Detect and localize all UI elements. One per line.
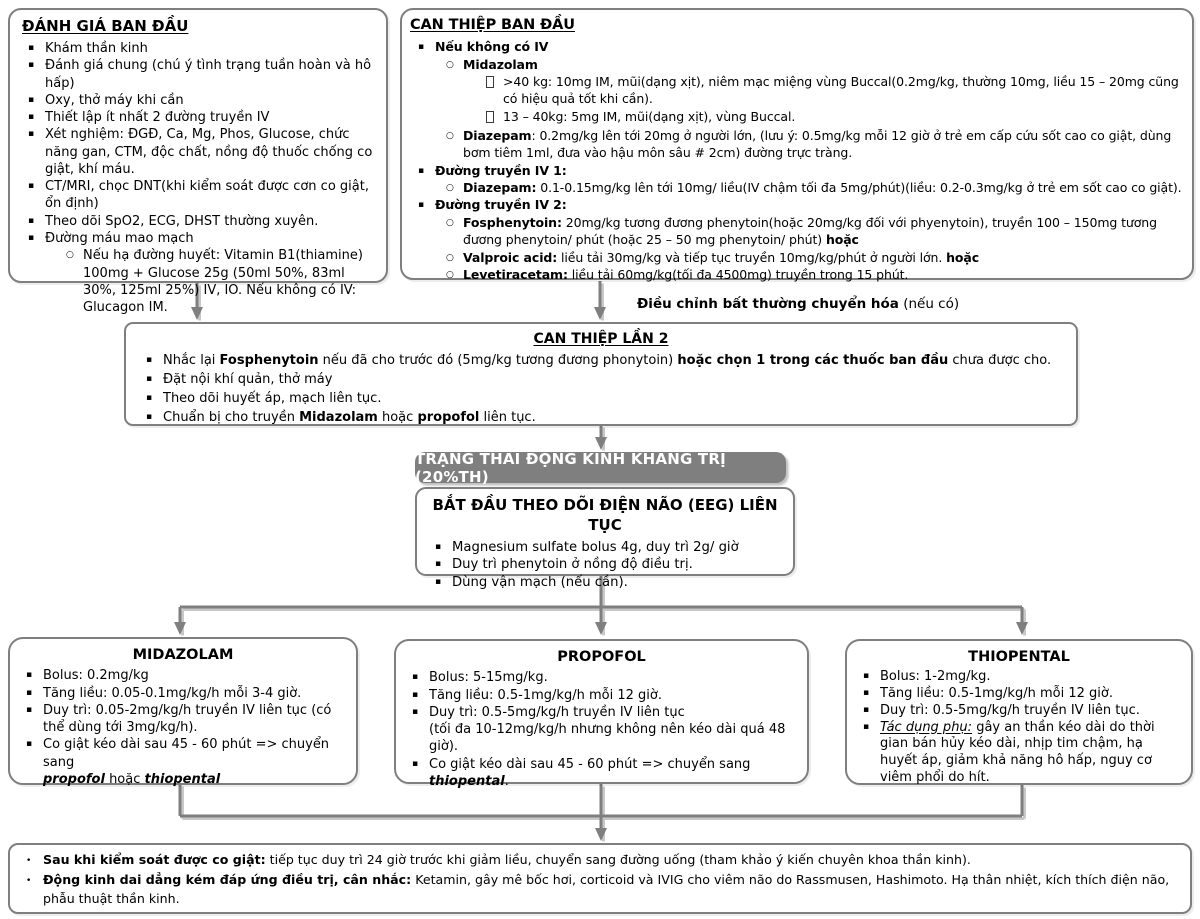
refractory-status-banner-title: TRẠNG THÁI ĐỘNG KINH KHÁNG TRỊ (20%TH) [415, 449, 726, 486]
list-item: ▪ Xét nghiệm: ĐGĐ, Ca, Mg, Phos, Glucose, chức năng gan, CTM, độc chất, nồng độ thuốc chống co giật, khí máu. [18, 126, 378, 178]
second-intervention-box [124, 322, 1078, 426]
bullet-icon [28, 126, 45, 143]
list-item: ▪ Co giật kéo dài sau 45 - 60 phút => chuyển sang propofol hoặc thiopental [18, 736, 348, 788]
list-item: ▪ Theo dõi SpO2, ECG, DHST thường xuyên. [18, 213, 378, 230]
thiopental-title: THIOPENTAL [968, 649, 1070, 665]
list-item: ○ Levetiracetam: liều tải 60mg/kg(tối đa 4500mg) truyền trong 15 phút. [410, 266, 1184, 283]
initial-assessment-box [8, 8, 388, 316]
eeg-monitoring-list [427, 539, 783, 592]
list-item: ▪ Duy trì: 0.5-5mg/kg/h truyền IV liên tục. [855, 703, 1183, 720]
bullet-icon [446, 127, 463, 144]
list-item: ▪ Bolus: 5-15mg/kg. [404, 669, 799, 686]
midazolam-box [8, 637, 358, 785]
eeg-monitoring-title: BẮT ĐẦU THEO DÕI ĐIỆN NÃO (EEG) LIÊN TỤC [432, 496, 778, 535]
list-item: ▪ Đường truyền IV 1: [410, 162, 1184, 179]
bullet-icon [146, 409, 163, 428]
list-item: ▪ Oxy, thở máy khi cần [18, 92, 378, 109]
bullet-icon [446, 214, 463, 231]
bullet-icon [66, 247, 83, 264]
bullet-icon [26, 736, 43, 753]
list-item: ▪ Magnesium sulfate bolus 4g, duy trì 2g/ giờ [427, 539, 783, 557]
list-item: ▪ Tăng liều: 0.5-1mg/kg/h mỗi 12 giờ. [404, 687, 799, 704]
list-item: ▪ Co giật kéo dài sau 45 - 60 phút => chuyển sang thiopental. [404, 756, 799, 791]
bullet-icon [26, 870, 43, 890]
thiopental-box [845, 639, 1193, 785]
bullet-icon [28, 213, 45, 230]
bullet-icon [446, 266, 463, 283]
bullet-icon [418, 38, 435, 55]
bullet-icon [412, 704, 429, 721]
refractory-status-banner [415, 449, 786, 486]
metabolic-adjustment-note: (nếu có) [898, 296, 960, 312]
list-item: ▪ Duy trì: 0.5-5mg/kg/h truyền IV liên tục (tối đa 10-12mg/kg/h nhưng không nên kéo dài quá 48 giờ). [404, 704, 799, 756]
bullet-icon [863, 686, 880, 703]
list-item: ▪ Thiết lập ít nhất 2 đường truyền IV [18, 109, 378, 126]
list-item: ▪ Chuẩn bị cho truyền Midazolam hoặc propofol liên tục. [138, 409, 1064, 428]
bullet-icon [26, 702, 43, 719]
midazolam-title: MIDAZOLAM [132, 647, 234, 663]
list-item: ▪ Bolus: 0.2mg/kg [18, 667, 348, 684]
bullet-icon [412, 669, 429, 686]
bullet-icon [412, 687, 429, 704]
list-item: ▪ Khám thần kinh [18, 40, 378, 57]
list-item: ▪ Nếu không có IV [410, 38, 1184, 55]
bullet-icon [28, 230, 45, 247]
post-control-notes-box [8, 843, 1192, 914]
list-item: ▪ Dùng vận mạch (nếu cần). [427, 574, 783, 592]
bullet-icon [146, 371, 163, 390]
list-item: ▪ Đặt nội khí quản, thở máy [138, 371, 1064, 390]
list-item: ○ Midazolam [410, 56, 1184, 73]
list-item: ▪ Tăng liều: 0.5-1mg/kg/h mỗi 12 giờ. [855, 686, 1183, 703]
list-item: ▪ Duy trì phenytoin ở nồng độ điều trị. [427, 556, 783, 574]
bullet-icon [418, 196, 435, 213]
list-item: • Động kinh dai dẳng kém đáp ứng điều trị, cân nhắc: Ketamin, gây mê bốc hơi, corticoid và IVIG cho viêm não do Rassmusen, Hashimoto. Hạ thân nhiệt, kích thích điện não, phẫu thuật thần kinh. [22, 870, 1178, 909]
list-item: ▪ Bolus: 1-2mg/kg. [855, 669, 1183, 686]
bullet-icon [435, 556, 452, 574]
bullet-icon [446, 179, 463, 196]
bullet-icon [435, 574, 452, 592]
bullet-icon [26, 850, 43, 870]
bullet-icon [26, 685, 43, 702]
list-item: >40 kg: 10mg IM, mũi(dạng xịt), niêm mạc miệng vùng Buccal(0.2mg/kg, thường 10mg, liều 15 – 20mg cũng có hiệu quả tốt khi cần). [410, 73, 1184, 108]
bullet-icon [418, 162, 435, 179]
bullet-icon [26, 667, 43, 684]
bullet-icon [28, 109, 45, 126]
initial-intervention-title: CAN THIỆP BAN ĐẦU [410, 17, 575, 33]
bullet-icon [863, 720, 880, 737]
list-item: ▪ Tăng liều: 0.05-0.1mg/kg/h mỗi 3-4 giờ. [18, 685, 348, 702]
bullet-icon [435, 539, 452, 557]
bullet-icon [863, 669, 880, 686]
initial-intervention-box [400, 8, 1194, 280]
list-item: ▪ CT/MRI, chọc DNT(khi kiểm soát được cơn co giật, ổn định) [18, 178, 378, 213]
bullet-icon [146, 352, 163, 371]
bullet-icon [28, 92, 45, 109]
midazolam-list [18, 667, 348, 788]
bullet-icon [146, 390, 163, 409]
list-item: ○ Diazepam: 0.1-0.15mg/kg lên tới 10mg/ liều(IV chậm tối đa 5mg/phút)(liều: 0.2-0.3mg/kg ở trẻ em sốt cao co giật). [410, 179, 1184, 196]
thiopental-list [855, 669, 1183, 787]
initial-intervention-list [410, 38, 1184, 283]
eeg-monitoring-box [415, 487, 795, 591]
bullet-icon [486, 73, 503, 92]
metabolic-adjustment-label [637, 296, 959, 312]
list-item: 13 – 40kg: 5mg IM, mũi(dạng xịt), vùng Buccal. [410, 108, 1184, 127]
second-intervention-title: CAN THIỆP LẦN 2 [533, 331, 669, 347]
bullet-icon [28, 178, 45, 195]
list-item: ▪ Tác dụng phụ: gây an thần kéo dài do thời gian bán hủy kéo dài, nhịp tim chậm, hạ huyết áp, giảm khả năng hô hấp, nguy cơ viêm phổi do hít. [855, 720, 1183, 788]
list-item: ▪ Đánh giá chung (chú ý tình trạng tuần hoàn và hô hấp) [18, 57, 378, 92]
initial-assessment-list [18, 40, 378, 317]
list-item: ▪ Đường máu mao mạch [18, 230, 378, 247]
list-item: ○ Nếu hạ đường huyết: Vitamin B1(thiamine) 100mg + Glucose 25g (50ml 50%, 83ml 30%, 125ml 25%) IV, IO. Nếu không có IV: Glucagon IM. [18, 247, 378, 316]
second-intervention-list [138, 352, 1064, 427]
post-control-notes-list [22, 850, 1178, 909]
list-item: ▪ Đường truyền IV 2: [410, 196, 1184, 213]
propofol-box [394, 639, 809, 789]
bullet-icon [28, 57, 45, 74]
bullet-icon [486, 108, 503, 127]
bullet-icon [28, 40, 45, 57]
propofol-title: PROPOFOL [557, 649, 646, 665]
list-item: ○ Valproic acid: liều tải 30mg/kg và tiếp tục truyền 10mg/kg/phút ở người lớn. hoặc [410, 249, 1184, 266]
metabolic-adjustment-text: Điều chỉnh bất thường chuyển hóa [637, 296, 899, 312]
list-item: • Sau khi kiểm soát được co giật: tiếp tục duy trì 24 giờ trước khi giảm liều, chuyển sang đường uống (tham khảo ý kiến chuyên khoa thần kinh). [22, 850, 1178, 870]
list-item: ○ Fosphenytoin: 20mg/kg tương đương phenytoin(hoặc 20mg/kg đối với phyenytoin), truyền 100 – 150mg tương đương phenytoin/ phút (hoặc 25 – 50 mg phenytoin/ phút) hoặc [410, 214, 1184, 249]
bullet-icon [412, 756, 429, 773]
bullet-icon [446, 249, 463, 266]
list-item: ▪ Nhắc lại Fosphenytoin nếu đã cho trước đó (5mg/kg tương đương phonytoin) hoặc chọn 1 trong các thuốc ban đầu chưa được cho. [138, 352, 1064, 371]
list-item: ▪ Duy trì: 0.05-2mg/kg/h truyền IV liên tục (có thể dùng tới 3mg/kg/h). [18, 702, 348, 737]
list-item: ○ Diazepam: 0.2mg/kg lên tới 20mg ở người lớn, (lưu ý: 0.5mg/kg mỗi 12 giờ ở trẻ em cấp cứu sốt cao co giật, dùng bơm tiêm 1ml, đưa vào hậu môn sâu # 2cm) đường trực tràng. [410, 127, 1184, 162]
propofol-list [404, 669, 799, 790]
list-item: ▪ Theo dõi huyết áp, mạch liên tục. [138, 390, 1064, 409]
initial-assessment-title: ĐÁNH GIÁ BAN ĐẦU [22, 17, 189, 35]
bullet-icon [863, 703, 880, 720]
bullet-icon [446, 56, 463, 73]
